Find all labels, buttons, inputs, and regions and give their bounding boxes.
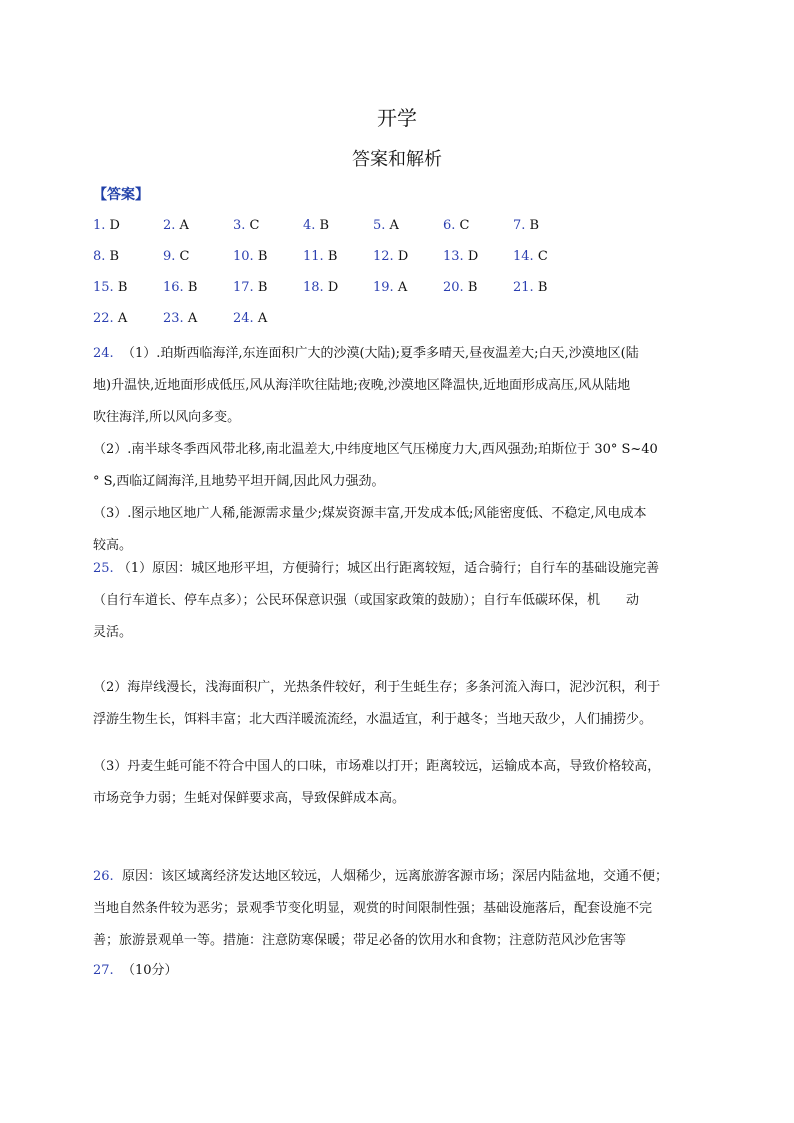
answer-line: 地)升温快,近地面形成低压,风从海洋吹往陆地;夜晚,沙漠地区降温快,近地面形成高压,风从陆地 xyxy=(93,378,631,393)
answer-line: 较高。 xyxy=(93,538,133,553)
answer-number: 24. xyxy=(233,311,254,326)
answer-choice: B xyxy=(117,280,128,295)
answer-line: 善；旅游景观单一等。措施：注意防寒保暖；带足必备的饮用水和食物；注意防范风沙危害等 xyxy=(93,933,627,948)
answer-cell xyxy=(373,249,408,264)
question-25-part3 xyxy=(93,751,703,815)
answer-line: （2）.南半球冬季西风带北移,南北温差大,中纬度地区气压梯度力大,西风强劲;珀斯位于 30° S~40 xyxy=(93,442,658,457)
answer-line xyxy=(93,955,703,987)
answer-line: 市场竞争力弱；生蚝对保鲜要求高，导致保鲜成本高。 xyxy=(93,791,406,806)
question-24-answer xyxy=(93,338,703,562)
question-27 xyxy=(93,955,703,987)
answer-choice: C xyxy=(459,218,470,233)
answers-label: 【答案】 xyxy=(93,187,149,203)
answer-line: （2）海岸线漫长，浅海面积广，光热条件较好，利于生蚝生存；多条河流入海口，泥沙沉积，利于 xyxy=(93,680,661,695)
answer-line: 吹往海洋,所以风向多变。 xyxy=(93,410,241,425)
answer-number: 20. xyxy=(443,280,464,295)
answer-cell xyxy=(233,280,267,295)
answer-number: 16. xyxy=(163,280,184,295)
answer-cell xyxy=(303,280,338,295)
page-title: 开学 xyxy=(377,106,417,130)
answer-cell xyxy=(373,280,407,295)
answer-cell xyxy=(163,218,189,233)
answer-cell xyxy=(163,280,197,295)
answer-choice: A xyxy=(389,218,399,233)
answer-choice: B xyxy=(319,218,330,233)
answer-choice: B xyxy=(327,249,338,264)
question-25-part2 xyxy=(93,672,703,736)
answer-cell xyxy=(233,218,260,233)
question-26-answer xyxy=(93,861,703,957)
answer-number: 8. xyxy=(93,249,106,264)
answer-number: 6. xyxy=(443,218,456,233)
answer-line xyxy=(93,861,703,893)
answer-choice: D xyxy=(327,280,339,295)
answer-choice: C xyxy=(179,249,190,264)
answer-choice: B xyxy=(529,218,540,233)
answer-number: 5. xyxy=(373,218,386,233)
answer-number: 19. xyxy=(373,280,394,295)
question-number: 24. xyxy=(93,346,114,361)
answer-choice: A xyxy=(397,280,408,295)
answer-cell xyxy=(443,249,478,264)
answer-choice: B xyxy=(257,249,268,264)
answer-line: 灵活。 xyxy=(93,625,133,640)
answer-number: 9. xyxy=(163,249,176,264)
question-number: 25. xyxy=(93,561,114,576)
answer-number: 18. xyxy=(303,280,324,295)
answer-cell xyxy=(93,311,127,326)
answer-number: 10. xyxy=(233,249,254,264)
answer-cell xyxy=(443,280,477,295)
answer-cell xyxy=(233,311,267,326)
answer-number: 15. xyxy=(93,280,114,295)
answer-text: （10分） xyxy=(121,963,178,978)
question-number: 27. xyxy=(93,963,114,978)
answer-number: 11. xyxy=(303,249,324,264)
answer-number: 7. xyxy=(513,218,526,233)
answer-text: （1）原因：城区地形平坦，方便骑行；城区出行距离较短，适合骑行；自行车的基础设施完善 xyxy=(117,561,660,576)
answer-number: 12. xyxy=(373,249,394,264)
answer-choice: A xyxy=(257,311,268,326)
answer-line: 当地自然条件较为恶劣；景观季节变化明显，观赏的时间限制性强；基础设施落后，配套设施不完 xyxy=(93,901,653,916)
answer-choice: C xyxy=(249,218,260,233)
answer-cell xyxy=(443,218,470,233)
question-number: 26. xyxy=(93,869,114,884)
answer-cell xyxy=(303,218,329,233)
answer-choice: B xyxy=(257,280,268,295)
answer-line: （3）.图示地区地广人稀,能源需求量少;煤炭资源丰富,开发成本低;风能密度低、不稳定,风电成本 xyxy=(93,506,647,521)
answer-text: （1）.珀斯西临海洋,东连面积广大的沙漠(大陆);夏季多晴天,昼夜温差大;白天,沙漠地区(陆 xyxy=(121,346,639,361)
answer-line: 浮游生物生长，饵料丰富；北大西洋暖流流经，水温适宜，利于越冬；当地天敌少，人们捕捞少。 xyxy=(93,712,653,727)
question-25-part1 xyxy=(93,553,703,649)
answer-choice: B xyxy=(187,280,198,295)
answer-text: 原因：该区域离经济发达地区较远，人烟稀少，远离旅游客源市场；深居内陆盆地，交通不便； xyxy=(121,869,668,884)
answer-cell xyxy=(373,218,399,233)
answer-choice: D xyxy=(467,249,479,264)
answer-choice: D xyxy=(109,218,120,233)
answer-cell xyxy=(513,249,548,264)
answer-number: 1. xyxy=(93,218,106,233)
answer-cell xyxy=(513,280,547,295)
answer-cell xyxy=(303,249,337,264)
answer-cell xyxy=(233,249,267,264)
answer-number: 3. xyxy=(233,218,246,233)
answer-choice: A xyxy=(187,311,198,326)
page-subtitle: 答案和解析 xyxy=(352,149,442,170)
answer-cell xyxy=(93,249,119,264)
answer-cell xyxy=(513,218,539,233)
answer-line: （自行车道长、停车点多）；公民环保意识强（或国家政策的鼓励）；自行车低碳环保，机 动 xyxy=(93,593,640,608)
answer-number: 4. xyxy=(303,218,316,233)
answer-number: 2. xyxy=(163,218,176,233)
answer-number: 22. xyxy=(93,311,114,326)
answer-line xyxy=(93,338,703,370)
answer-choice: B xyxy=(537,280,548,295)
answer-number: 17. xyxy=(233,280,254,295)
answer-choice: C xyxy=(537,249,548,264)
answer-choice: A xyxy=(117,311,128,326)
answer-cell xyxy=(163,249,190,264)
answer-number: 13. xyxy=(443,249,464,264)
answer-number: 14. xyxy=(513,249,534,264)
answer-line xyxy=(93,553,703,585)
answer-choice: D xyxy=(397,249,409,264)
answer-choice: B xyxy=(109,249,120,264)
answer-line: ° S,西临辽阔海洋,且地势平坦开阔,因此风力强劲。 xyxy=(93,474,385,489)
answer-cell xyxy=(93,218,120,233)
answer-cell xyxy=(93,280,127,295)
answer-cell xyxy=(163,311,197,326)
answer-number: 21. xyxy=(513,280,534,295)
answer-choice: B xyxy=(467,280,478,295)
answer-choice: A xyxy=(179,218,189,233)
answer-line: （3）丹麦生蚝可能不符合中国人的口味，市场难以打开；距离较远，运输成本高，导致价格较高， xyxy=(93,759,661,774)
answer-number: 23. xyxy=(163,311,184,326)
